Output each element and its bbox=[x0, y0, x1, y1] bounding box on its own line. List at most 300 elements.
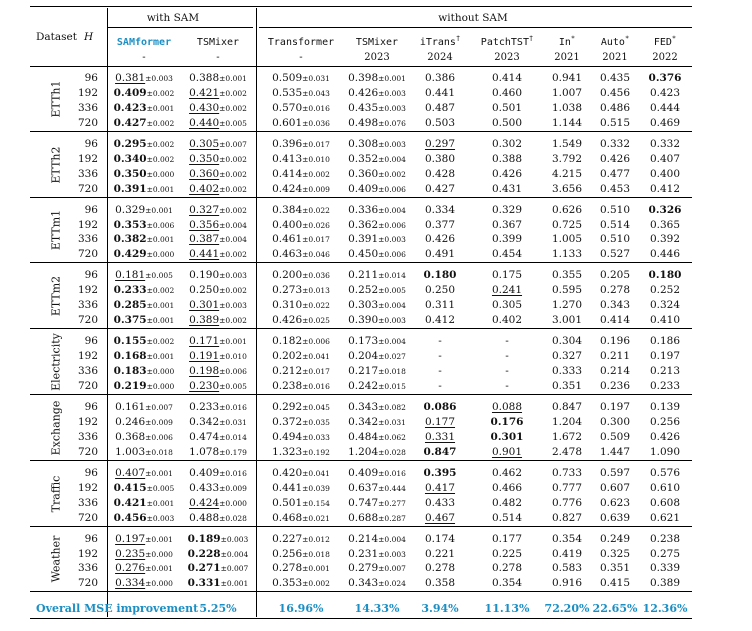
cell-value: - bbox=[438, 365, 442, 377]
cell-std: ±0.010 bbox=[302, 154, 330, 164]
table-cell bbox=[114, 87, 175, 100]
table-cell bbox=[600, 482, 630, 494]
horizon-value: 336 bbox=[77, 101, 98, 114]
table-cell bbox=[272, 401, 330, 414]
cell-value: 0.155 bbox=[113, 335, 147, 348]
column-header-label: Auto bbox=[600, 37, 625, 48]
cell-value: 0.354 bbox=[551, 532, 583, 545]
cell-value: 0.139 bbox=[649, 401, 681, 413]
table-cell bbox=[348, 299, 406, 312]
cell-value: 0.362 bbox=[348, 218, 379, 231]
cell-value: 0.331 bbox=[187, 577, 221, 590]
table-cell bbox=[114, 512, 175, 525]
cell-value: 0.623 bbox=[599, 496, 631, 509]
cell-value: 0.395 bbox=[423, 466, 457, 479]
column-header-label: PatchTST bbox=[480, 37, 529, 48]
table-cell bbox=[600, 335, 630, 347]
cell-std: ±0.003 bbox=[220, 534, 249, 544]
table-cell bbox=[650, 87, 680, 99]
cell-value: 0.427 bbox=[424, 182, 456, 195]
horizon-value: 96 bbox=[84, 466, 98, 479]
cell-value: 4.215 bbox=[551, 167, 583, 180]
cell-std: ±0.003 bbox=[219, 271, 247, 281]
cell-value: 0.610 bbox=[649, 481, 681, 494]
column-header-year: 2021 bbox=[554, 52, 580, 63]
table-cell bbox=[348, 87, 406, 100]
table-cell bbox=[348, 204, 406, 217]
cell-std: ±0.004 bbox=[378, 301, 406, 311]
cell-value: 0.430 bbox=[189, 101, 220, 114]
cell-std: ±0.001 bbox=[145, 564, 173, 574]
table-cell bbox=[424, 446, 457, 458]
cell-std: ±0.003 bbox=[219, 301, 247, 311]
cell-value: 0.233 bbox=[189, 401, 220, 413]
table-cell bbox=[272, 335, 330, 348]
column-header-year: - bbox=[216, 52, 220, 63]
table-cell bbox=[348, 533, 406, 546]
table-cell bbox=[272, 446, 330, 459]
cell-std: ±0.039 bbox=[302, 483, 330, 493]
table-cell bbox=[348, 380, 406, 393]
table-cell bbox=[600, 350, 630, 362]
cell-value: 0.423 bbox=[113, 101, 147, 114]
table-cell bbox=[272, 365, 330, 378]
table-cell bbox=[425, 284, 455, 296]
cell-value: 0.419 bbox=[551, 547, 583, 560]
cell-std: ±0.013 bbox=[302, 286, 330, 296]
cell-std: ±0.001 bbox=[219, 337, 247, 347]
cell-value: 0.336 bbox=[348, 203, 379, 216]
table-cell bbox=[424, 467, 457, 479]
cell-value: 0.637 bbox=[348, 481, 379, 494]
cell-value: 0.482 bbox=[491, 496, 523, 509]
cell-value: 0.733 bbox=[551, 466, 583, 479]
table-cell bbox=[114, 380, 175, 393]
table-cell bbox=[505, 365, 509, 377]
cell-value: 0.219 bbox=[113, 379, 147, 392]
cell-value: 0.302 bbox=[491, 137, 523, 150]
cell-value: 0.326 bbox=[648, 203, 682, 216]
cell-value: 0.197 bbox=[649, 350, 681, 363]
table-cell bbox=[272, 533, 330, 546]
cell-value: 0.576 bbox=[649, 466, 681, 479]
cell-value: 0.396 bbox=[272, 137, 303, 150]
table-cell bbox=[649, 204, 682, 216]
cell-value: 0.235 bbox=[115, 547, 146, 560]
table-cell bbox=[650, 102, 680, 114]
table-cell bbox=[348, 512, 406, 525]
cell-value: 0.468 bbox=[272, 511, 303, 524]
table-cell bbox=[491, 431, 524, 443]
table-cell bbox=[272, 102, 330, 115]
cell-std: ±0.046 bbox=[302, 250, 330, 260]
table-cell bbox=[114, 335, 175, 348]
cell-value: 0.398 bbox=[348, 72, 379, 84]
table-cell bbox=[189, 138, 247, 151]
cell-value: 0.161 bbox=[115, 401, 146, 413]
cell-value: 1.005 bbox=[551, 233, 583, 246]
cell-std: ±0.003 bbox=[145, 74, 173, 83]
cell-std: ±0.002 bbox=[219, 184, 247, 194]
dataset-rule bbox=[30, 197, 692, 198]
cell-value: 0.367 bbox=[491, 218, 523, 231]
cell-value: 2.478 bbox=[551, 445, 583, 458]
table-cell bbox=[425, 314, 455, 326]
table-cell bbox=[348, 577, 406, 590]
table-cell bbox=[114, 314, 175, 327]
table-cell bbox=[650, 219, 680, 231]
footer-improvement: 16.96% bbox=[278, 602, 324, 615]
cell-value: 0.420 bbox=[272, 466, 303, 479]
cell-value: 0.360 bbox=[189, 167, 220, 180]
column-header-3 bbox=[356, 37, 398, 49]
cell-value: 0.181 bbox=[115, 269, 146, 282]
table-cell bbox=[552, 533, 582, 545]
table-cell bbox=[552, 299, 582, 311]
cell-value: 0.332 bbox=[649, 137, 681, 150]
cell-value: 0.456 bbox=[599, 86, 631, 99]
cell-value: 0.252 bbox=[649, 284, 681, 297]
cell-value: 0.214 bbox=[599, 365, 631, 377]
cell-value: 0.388 bbox=[491, 152, 523, 165]
cell-std: ±0.001 bbox=[145, 205, 173, 215]
table-cell bbox=[114, 350, 175, 363]
cell-value: 0.205 bbox=[599, 269, 631, 282]
table-cell bbox=[425, 183, 455, 195]
horizon-value: 336 bbox=[77, 167, 98, 180]
table-cell bbox=[505, 350, 509, 362]
column-header-label: TSMixer bbox=[355, 37, 399, 48]
cell-value: 0.415 bbox=[113, 481, 147, 494]
dataset-rule bbox=[30, 526, 692, 527]
cell-value: 0.426 bbox=[424, 233, 456, 246]
table-cell bbox=[600, 117, 630, 129]
table-cell bbox=[425, 204, 455, 216]
dataset-label: ETTh1 bbox=[49, 80, 63, 118]
cell-value: 0.173 bbox=[348, 335, 379, 348]
cell-value: 0.250 bbox=[189, 284, 220, 297]
cell-value: 0.246 bbox=[115, 415, 146, 428]
table-cell bbox=[425, 299, 455, 311]
table-cell bbox=[115, 533, 173, 546]
table-cell bbox=[552, 335, 582, 347]
cell-std: ±0.003 bbox=[378, 316, 406, 326]
cell-value: 0.454 bbox=[491, 248, 523, 261]
cell-value: 1.133 bbox=[551, 248, 583, 261]
table-cell bbox=[552, 467, 582, 479]
horizon-value: 192 bbox=[77, 152, 98, 165]
table-cell bbox=[600, 314, 630, 326]
table-cell bbox=[348, 548, 406, 561]
cell-value: 0.279 bbox=[348, 562, 379, 575]
table-cell bbox=[424, 401, 457, 413]
horizon-value: 720 bbox=[77, 445, 98, 458]
table-cell bbox=[114, 168, 175, 181]
horizon-value: 96 bbox=[84, 532, 98, 545]
table-cell bbox=[650, 365, 680, 377]
cell-std: ±0.027 bbox=[378, 352, 406, 362]
cell-value: 0.433 bbox=[189, 481, 220, 494]
dataset-rule bbox=[30, 131, 692, 132]
cell-value: 0.466 bbox=[491, 481, 523, 494]
cell-value: 0.343 bbox=[348, 401, 379, 413]
table-cell bbox=[189, 284, 247, 297]
cell-value: 0.423 bbox=[649, 86, 681, 99]
cell-value: 0.329 bbox=[115, 203, 146, 216]
cell-value: 1.003 bbox=[115, 445, 146, 458]
cell-value: 0.196 bbox=[599, 335, 631, 348]
cell-value: 0.273 bbox=[272, 284, 303, 297]
cell-std: ±0.000 bbox=[145, 579, 173, 589]
table-cell bbox=[115, 416, 173, 429]
cell-value: 1.078 bbox=[189, 445, 220, 458]
column-header-year: 2024 bbox=[427, 52, 453, 63]
cell-value: 0.433 bbox=[424, 496, 456, 509]
table-cell bbox=[272, 87, 330, 100]
cell-value: 0.353 bbox=[272, 577, 303, 590]
cell-value: 0.334 bbox=[424, 203, 456, 216]
table-cell bbox=[552, 416, 582, 428]
cell-value: 0.088 bbox=[491, 401, 523, 413]
table-cell bbox=[114, 284, 175, 297]
cell-std: ±0.003 bbox=[378, 235, 406, 245]
table-cell bbox=[650, 233, 680, 245]
cell-value: 0.332 bbox=[599, 137, 631, 150]
cell-value: 0.325 bbox=[599, 547, 631, 560]
table-cell bbox=[552, 204, 582, 216]
cell-std: ±0.005 bbox=[219, 118, 247, 128]
cell-value: 0.171 bbox=[189, 335, 220, 348]
cell-value: 0.180 bbox=[648, 269, 682, 282]
cell-std: ±0.009 bbox=[302, 184, 330, 194]
cell-value: 0.086 bbox=[423, 401, 457, 413]
header-rule bbox=[30, 66, 692, 67]
cell-value: 0.256 bbox=[649, 415, 681, 428]
table-cell bbox=[189, 431, 247, 444]
column-header-marker: † bbox=[528, 34, 534, 43]
table-cell bbox=[552, 431, 582, 443]
cell-value: 0.340 bbox=[113, 152, 147, 165]
cell-value: 0.601 bbox=[272, 116, 303, 129]
table-cell bbox=[552, 497, 582, 509]
table-cell bbox=[348, 72, 406, 85]
table-cell bbox=[600, 183, 630, 195]
horizon-value: 96 bbox=[84, 203, 98, 216]
table-cell bbox=[272, 314, 330, 327]
cell-std: ±0.007 bbox=[145, 403, 173, 412]
column-header-year: 2022 bbox=[652, 52, 678, 63]
cell-std: ±0.005 bbox=[146, 483, 175, 493]
column-header-marker: * bbox=[570, 34, 576, 43]
cell-value: 0.570 bbox=[272, 101, 303, 114]
table-cell bbox=[650, 401, 680, 413]
horizon-value: 96 bbox=[84, 401, 98, 413]
table-cell bbox=[650, 284, 680, 296]
cell-std: ±0.006 bbox=[146, 220, 175, 230]
table-cell bbox=[272, 482, 330, 495]
column-header-marker: † bbox=[455, 34, 461, 43]
cell-value: 0.389 bbox=[189, 314, 220, 327]
table-cell bbox=[272, 233, 330, 246]
cell-std: ±0.024 bbox=[378, 579, 406, 589]
table-cell bbox=[650, 335, 680, 347]
cell-value: 0.271 bbox=[187, 562, 221, 575]
cell-value: 0.410 bbox=[649, 314, 681, 327]
cell-std: ±0.006 bbox=[219, 367, 247, 376]
cell-value: 0.221 bbox=[424, 547, 456, 560]
cell-value: 0.250 bbox=[424, 284, 456, 297]
cell-value: 0.409 bbox=[348, 182, 379, 195]
table-cell bbox=[114, 219, 175, 232]
footer-improvement: 12.36% bbox=[642, 602, 688, 615]
table-cell bbox=[650, 577, 680, 589]
cell-value: 0.453 bbox=[599, 182, 631, 195]
cell-std: ±0.007 bbox=[378, 564, 406, 574]
table-cell bbox=[492, 233, 522, 245]
cell-std: ±0.021 bbox=[302, 513, 330, 523]
table-cell bbox=[650, 117, 680, 129]
horizon-value: 720 bbox=[77, 577, 98, 590]
table-cell bbox=[552, 183, 582, 195]
horizon-value: 336 bbox=[77, 299, 98, 312]
cell-std: ±0.003 bbox=[378, 88, 406, 98]
cell-value: 0.514 bbox=[599, 218, 631, 231]
table-cell bbox=[492, 314, 522, 326]
dataset-rule bbox=[30, 460, 692, 461]
cell-value: 0.608 bbox=[649, 496, 681, 509]
cell-value: - bbox=[505, 365, 509, 377]
cell-value: 0.301 bbox=[189, 299, 220, 312]
table-cell bbox=[600, 497, 630, 509]
horizon-value: 96 bbox=[84, 137, 98, 150]
cell-value: 0.382 bbox=[113, 233, 147, 246]
cell-value: 0.402 bbox=[189, 182, 220, 195]
cell-std: ±0.003 bbox=[146, 513, 175, 523]
cell-value: 0.441 bbox=[272, 481, 303, 494]
cell-std: ±0.045 bbox=[302, 403, 330, 412]
cell-value: 0.409 bbox=[348, 466, 379, 479]
table-cell bbox=[552, 248, 582, 260]
table-cell bbox=[505, 380, 509, 392]
cell-std: ±0.004 bbox=[219, 220, 247, 230]
table-cell bbox=[505, 335, 509, 347]
cell-value: 0.390 bbox=[348, 314, 379, 327]
table-cell bbox=[115, 204, 173, 217]
cell-value: 0.450 bbox=[348, 248, 379, 261]
bottom-rule bbox=[30, 618, 692, 619]
table-cell bbox=[492, 577, 522, 589]
table-cell bbox=[115, 577, 173, 590]
cell-value: 0.747 bbox=[348, 496, 379, 509]
top-rule bbox=[30, 6, 692, 7]
column-header-year: - bbox=[142, 52, 146, 63]
table-cell bbox=[114, 248, 175, 261]
cell-value: 1.549 bbox=[551, 137, 583, 150]
table-cell bbox=[348, 284, 406, 297]
table-cell bbox=[348, 365, 406, 378]
table-cell bbox=[425, 72, 455, 84]
table-cell bbox=[650, 548, 680, 560]
table-cell bbox=[600, 416, 630, 428]
table-cell bbox=[492, 219, 522, 231]
cell-value: - bbox=[505, 350, 509, 363]
column-header-marker: * bbox=[624, 34, 630, 43]
cell-std: ±0.192 bbox=[302, 447, 330, 457]
table-cell bbox=[114, 183, 175, 196]
column-header-year: 2021 bbox=[602, 52, 628, 63]
table-cell bbox=[492, 204, 522, 216]
cell-value: 0.202 bbox=[272, 350, 303, 363]
cell-value: 0.417 bbox=[424, 481, 456, 494]
cell-value: 0.230 bbox=[189, 379, 220, 392]
cell-std: ±0.287 bbox=[378, 513, 406, 523]
cell-std: ±0.005 bbox=[145, 271, 173, 281]
table-cell bbox=[492, 117, 522, 129]
cell-value: 0.352 bbox=[348, 152, 379, 165]
cell-value: 0.278 bbox=[424, 562, 456, 575]
table-cell bbox=[348, 431, 406, 444]
table-cell bbox=[438, 335, 442, 347]
cell-value: 0.211 bbox=[599, 350, 631, 363]
table-cell bbox=[552, 512, 582, 524]
cell-value: 0.217 bbox=[348, 365, 379, 377]
cell-value: 0.639 bbox=[599, 511, 631, 524]
table-cell bbox=[189, 153, 247, 166]
cell-value: 0.486 bbox=[599, 101, 631, 114]
table-cell bbox=[114, 233, 175, 246]
table-cell bbox=[650, 248, 680, 260]
cell-value: 0.399 bbox=[491, 233, 523, 246]
cell-std: ±0.006 bbox=[378, 250, 406, 260]
cell-value: 0.626 bbox=[551, 203, 583, 216]
table-cell bbox=[600, 533, 630, 545]
table-cell bbox=[348, 153, 406, 166]
cell-value: 0.421 bbox=[189, 86, 220, 99]
cell-value: 0.510 bbox=[599, 233, 631, 246]
table-cell bbox=[348, 467, 406, 480]
cell-std: ±0.062 bbox=[378, 432, 406, 442]
cell-value: 1.447 bbox=[599, 445, 631, 458]
cell-value: 0.426 bbox=[599, 152, 631, 165]
table-cell bbox=[492, 497, 522, 509]
cell-std: ±0.277 bbox=[378, 498, 406, 508]
table-cell bbox=[600, 204, 630, 216]
dataset-rule bbox=[30, 328, 692, 329]
cell-std: ±0.003 bbox=[378, 103, 406, 113]
table-cell bbox=[114, 299, 175, 312]
cell-std: ±0.004 bbox=[378, 337, 406, 347]
cell-value: 0.388 bbox=[189, 72, 220, 84]
table-cell bbox=[115, 431, 173, 444]
table-cell bbox=[600, 562, 630, 574]
cell-value: 0.607 bbox=[599, 481, 631, 494]
cell-std: ±0.002 bbox=[378, 169, 406, 179]
horizon-value: 336 bbox=[77, 496, 98, 509]
table-cell bbox=[650, 512, 680, 524]
cell-std: ±0.001 bbox=[220, 579, 249, 589]
cell-std: ±0.001 bbox=[219, 74, 247, 83]
cell-value: 0.300 bbox=[599, 415, 631, 428]
cell-value: 0.295 bbox=[113, 137, 147, 150]
cell-std: ±0.016 bbox=[219, 468, 247, 478]
column-header-label: TSMixer bbox=[196, 37, 240, 48]
table-cell bbox=[492, 138, 522, 150]
cell-value: 1.144 bbox=[551, 116, 583, 129]
table-cell bbox=[188, 548, 249, 561]
cell-value: 0.350 bbox=[113, 167, 147, 180]
cell-std: ±0.002 bbox=[219, 88, 247, 98]
cell-value: 0.409 bbox=[189, 466, 220, 479]
